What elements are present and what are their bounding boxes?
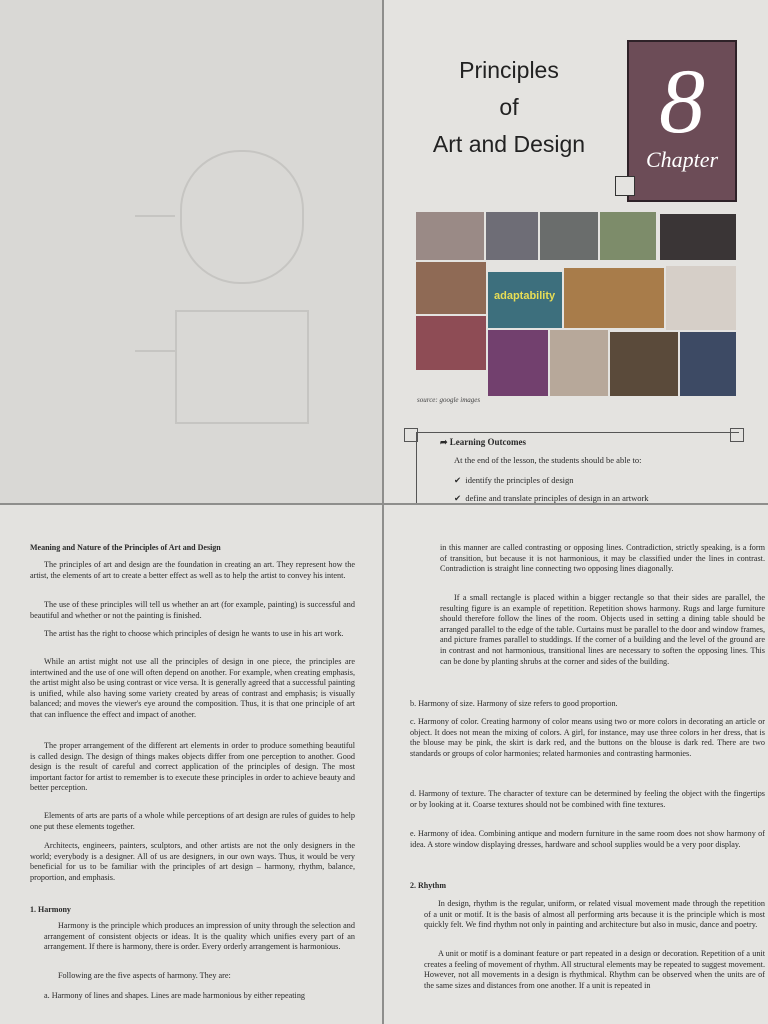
subsection-heading: 2. Rhythm — [410, 881, 447, 890]
paragraph: The proper arrangement of the different art elements in order to produce something beautiful is called design. The design of things makes objects differ from one perception to another. Good design is the result of careful and correct application of the principles of design. The most important factor for artist to remember is to execute these principles in order to achieve beauty and better perception. — [30, 741, 355, 793]
image-source-caption: source: google images — [417, 396, 481, 404]
collage-tile — [550, 330, 608, 396]
faded-left-page — [0, 0, 382, 503]
paragraph: Harmony is the principle which produces an impression of unity through the selection and arrangement of consistent objects or ideas. It is the quality which unifies every part of an arrangement. If there is harmony, there is order. Every orderly arrangement is harmonious. — [44, 921, 355, 952]
collage-tile — [540, 212, 598, 260]
subsection-heading: 1. Harmony — [30, 905, 71, 914]
art-collage-image — [416, 212, 736, 397]
check-icon: ✔ — [454, 475, 462, 485]
section-heading: Meaning and Nature of the Principles of Art and Design — [30, 543, 221, 552]
chapter-title-line: of — [499, 94, 519, 120]
collage-tile — [666, 266, 736, 330]
learning-outcomes-intro: At the end of the lesson, the students should be able to: — [454, 455, 642, 465]
chapter-title — [404, 52, 614, 163]
chapter-number: 8 — [659, 50, 705, 152]
faded-arrow — [135, 350, 175, 352]
paragraph: While an artist might not use all the principles of design in one piece, the principles are intertwined and the use of one will often depend on another. For example, when creating emphasis, the artist might also be using contrast or vice versa. It is generally agreed that a successful painting is unified, while also having some variety created by areas of contrast and emphasis; is visually balanced; and moves the viewer's eye around the composition. Thus, it is that one principle of art that can influence the effect and impact of another. — [30, 657, 355, 719]
learning-outcomes-heading: ➦ Learning Outcomes — [440, 437, 527, 447]
corner-ornament — [615, 176, 635, 196]
collage-tile — [486, 212, 538, 260]
chapter-title-line: Art and Design — [432, 131, 586, 157]
collage-tile — [600, 212, 656, 260]
paragraph: The artist has the right to choose which principles of design he wants to use in his art work. — [44, 629, 344, 638]
collage-tile — [680, 332, 736, 396]
corner-ornament — [404, 428, 418, 442]
paragraph: The principles of art and design are the foundation in creating an art. They represent how the artist, the elements of art to create a better effect as well as to help the artist to convey his intent. — [30, 560, 355, 580]
collage-tile — [416, 316, 486, 370]
list-item: a. Harmony of lines and shapes. Lines are made harmonious by either repeating — [44, 991, 306, 1000]
right-text-page — [384, 505, 768, 1024]
learning-outcome-item: ✔ identify the principles of design — [454, 475, 574, 485]
learning-outcomes-box — [416, 432, 739, 503]
check-icon: ✔ — [454, 493, 462, 503]
chapter-number-box — [627, 40, 737, 202]
collage-tile — [660, 214, 736, 260]
list-item: c. Harmony of color. Creating harmony of color means using two or more colors in decorating an article or object. It does not mean the mixing of colors. A girl, for instance, may use three colors in her dress, that is the blouse may be pink, the skirt is dark red, and the buttons on the blouse is dark red. There are two standards or groups of color harmonies; related harmonies and contrasting harmonies. — [410, 717, 765, 758]
faded-arrow — [135, 215, 175, 217]
paragraph: If a small rectangle is placed within a bigger rectangle so that their sides are parallel, the resulting figure is an example of repetition. Repetition shows harmony. Rugs and large furniture should therefore follow the lines of the room. Objects used in setting a dining table should be arranged parallel to the edge of the table. Curtains must be parallel to the door and window frames, and picture frames parallel to studdings. If the corner of a building and the level of the ground are in contrast and not harmonious, transitional lines are necessary to soften the opposing lines. This can be done by planting shrubs at the corner and sides of the building. — [440, 593, 765, 666]
chapter-title-line: Principles — [459, 57, 559, 83]
collage-tile — [488, 272, 562, 328]
chapter-label: Chapter — [645, 147, 719, 172]
chapter-opener-page — [384, 0, 768, 503]
collage-tile — [416, 262, 486, 314]
collage-tile — [610, 332, 678, 396]
faded-circle-shape — [180, 150, 304, 284]
collage-text: adaptability — [494, 290, 556, 302]
collage-tile — [416, 212, 484, 260]
faded-square-shape — [175, 310, 309, 424]
paragraph: The use of these principles will tell us whether an art (for example, painting) is successful and beautiful and whether or not the painting is finished. — [30, 600, 355, 620]
paragraph: Architects, engineers, painters, sculptors, and other artists are not the only designers in the world; everybody is a designer. All of us are designers, in our own ways. Thus, it would be very beneficial for us to be familiar with the principles of art design – harmony, rhythm, balance, proportion, and emphasis. — [30, 841, 355, 882]
paragraph: Following are the five aspects of harmony. They are: — [58, 971, 231, 980]
paragraph: Elements of arts are parts of a whole while perceptions of art design are rules of guides to help one put these elements together. — [30, 811, 355, 831]
list-item: b. Harmony of size. Harmony of size refers to good proportion. — [410, 699, 618, 708]
corner-ornament — [730, 428, 744, 442]
paragraph: In design, rhythm is the regular, uniform, or related visual movement made through the repetition of a unit or motif. It is the basis of almost all performing arts because it is the principle which is most quickly felt. We find rhythm not only in painting and architecture but also in music, dance and poetry. — [424, 899, 765, 930]
paragraph: in this manner are called contrasting or opposing lines. Contradiction, strictly speaking, is a form of transition, but because it is not harmonious, it may be classified under the lines in contrast. Contradiction is straight line connecting two opposing lines diagonally. — [440, 543, 765, 574]
learning-outcome-item: ✔ define and translate principles of design in an artwork — [454, 493, 649, 503]
paragraph: A unit or motif is a dominant feature or part repeated in a design or decoration. Repetition of a unit creates a feeling of movement of rhythm. All structural elements may be repeated to suggest movement. However, not all movements in a design is rhythmical. Rhythm can be observed when the units are of the same sizes and distances from one another. If a unit is repeated in — [424, 949, 765, 990]
collage-tile — [488, 330, 548, 396]
list-item: e. Harmony of idea. Combining antique and modern furniture in the same room does not show harmony of idea. A store window displaying dresses, hardware and school supplies would be a very poor display. — [410, 829, 765, 849]
left-text-page — [0, 505, 382, 1024]
collage-tile — [564, 268, 664, 328]
list-item: d. Harmony of texture. The character of texture can be determined by feeling the object with the fingertips or by looking at it. Coarse textures should not be combined with fine textures. — [410, 789, 765, 809]
